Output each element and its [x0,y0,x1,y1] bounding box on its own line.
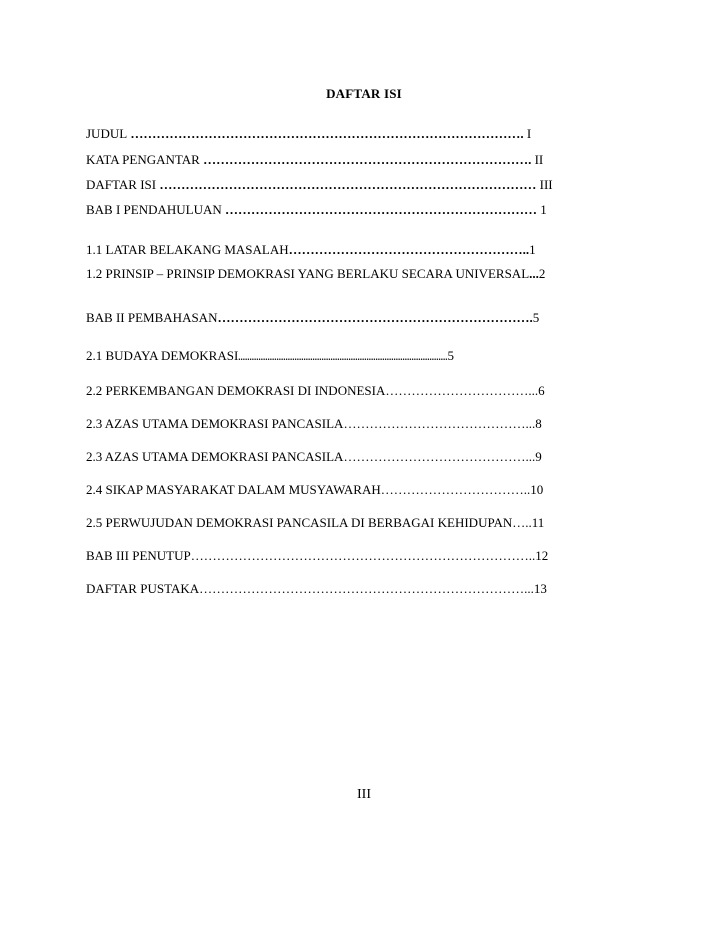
toc-entry-1-1 [86,242,626,258]
toc-entry-leader: ………………………………………………………………. [217,310,533,325]
toc-entry-leader: ............................................................................................. [238,352,448,362]
toc-entry-daftar-isi [86,177,626,193]
toc-entry-text: 2.5 PERWUJUDAN DEMOKRASI PANCASILA DI BERBAGAI KEHIDUPAN [86,515,513,530]
toc-entry-judul [86,126,626,142]
toc-entry-leader: …………………………………………………………………. [199,152,535,167]
toc-entry-text: BAB I PENDAHULUAN [86,202,222,217]
toc-entry-leader: …………………………………………………………………………… [156,177,540,192]
toc-entry-text: DAFTAR ISI [86,177,157,192]
toc-entry-text: 1.1 LATAR BELAKANG MASALAH [86,242,289,257]
toc-entry-text: 2.3 AZAS UTAMA DEMOKRASI PANCASILA [86,449,344,464]
toc-entry-leader: ……………………………………………….. [288,242,530,257]
toc-entry-page: 6 [538,383,545,398]
page-title: DAFTAR ISI [326,86,402,101]
toc-entry-page: II [534,152,544,167]
toc-entry-page: 8 [535,416,542,431]
toc-entry-page: 11 [531,515,545,530]
toc-entry-text: JUDUL [86,126,128,141]
toc-entry-page: 13 [533,581,547,596]
toc-entry-text: KATA PENGANTAR [86,152,200,167]
toc-entry-page: III [539,177,553,192]
toc-entry-text: 2.1 BUDAYA DEMOKRASI [86,348,239,363]
toc-entry-2-5 [86,515,626,531]
toc-entry-leader: ….. [512,515,532,530]
toc-entry-leader: ……………………………………... [343,416,536,431]
toc-entry-page: 1 [529,242,536,257]
toc-entry-2-3a [86,416,626,432]
toc-entry-page: 2 [538,266,546,281]
toc-entry-leader: ………………………………………………………………………………. [127,126,527,141]
toc-entry-page: I [526,126,532,141]
toc-entry-leader: ……………………………………... [343,449,536,464]
toc-entry-text: 2.4 SIKAP MASYARAKAT DALAM MUSYAWARAH [86,482,381,497]
toc-entry-1-2 [86,266,626,282]
toc-entry-leader: ... [529,266,539,281]
toc-entry-leader: ……………………………………………………………… [221,202,541,217]
toc-entry-bab-3 [86,548,626,564]
toc-entry-page: 10 [530,482,544,497]
toc-entry-text: BAB III PENUTUP [86,548,191,563]
toc-entry-leader: …………………………………………………………………….. [190,548,536,563]
toc-entry-2-2 [86,383,626,399]
toc-entry-bab-2 [86,310,626,326]
footer-page-number: III [357,787,371,802]
toc-entry-bab-1 [86,202,626,218]
toc-entry-2-1 [86,348,626,365]
toc-entry-page: 5 [447,348,455,363]
toc-entry-leader: ……………………………... [385,383,539,398]
toc-entry-page: 9 [535,449,542,464]
toc-entry-daftar-pustaka [86,581,626,597]
toc-entry-text: BAB II PEMBAHASAN [86,310,218,325]
toc-entry-leader: …………………………………………………………………... [199,581,534,596]
toc-entry-page: 5 [532,310,540,325]
toc-entry-page: 1 [540,202,547,217]
toc-entry-text: 1.2 PRINSIP – PRINSIP DEMOKRASI YANG BERLAKU SECARA UNIVERSAL [86,266,530,281]
toc-entry-text: DAFTAR PUSTAKA [86,581,200,596]
toc-entry-kata-pengantar [86,152,626,168]
toc-entry-text: 2.3 AZAS UTAMA DEMOKRASI PANCASILA [86,416,344,431]
toc-entry-2-4 [86,482,626,498]
toc-entry-page: 12 [535,548,549,563]
toc-entry-2-3b [86,449,626,465]
toc-entry-text: 2.2 PERKEMBANGAN DEMOKRASI DI INDONESIA [86,383,386,398]
toc-entry-leader: …………………………….. [380,482,531,497]
